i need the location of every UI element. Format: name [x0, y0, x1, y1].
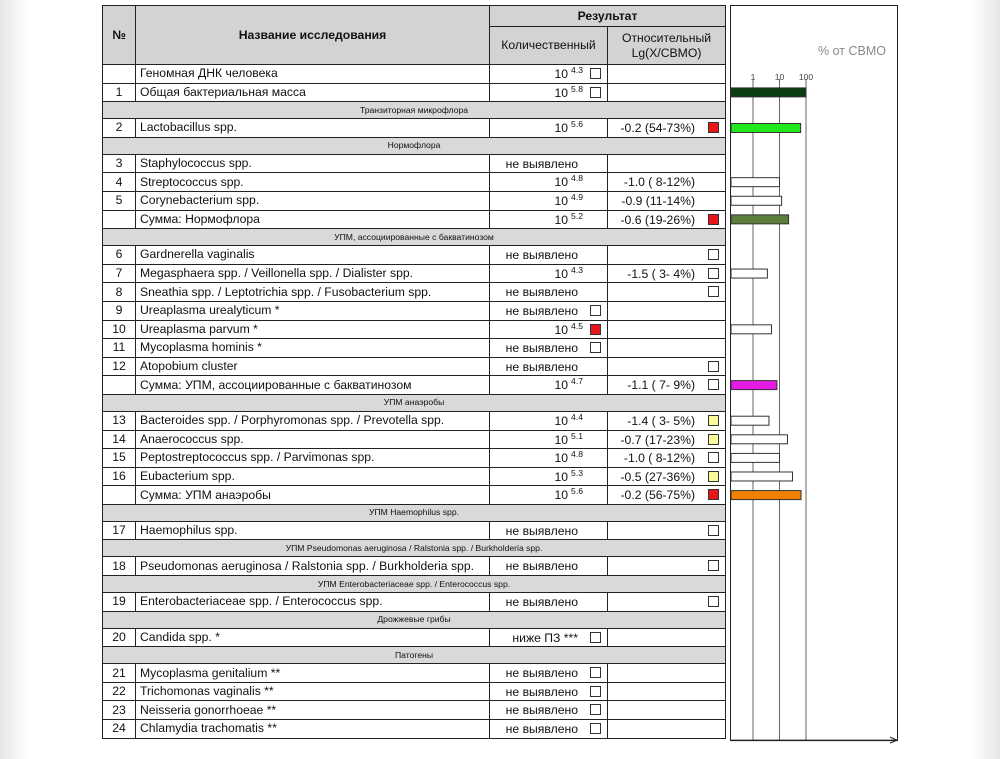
- row-number: 19: [103, 593, 136, 612]
- relative-cell: [608, 83, 726, 102]
- quantitative-base: 10: [554, 413, 569, 428]
- quantitative-exponent: 4.7: [571, 376, 583, 387]
- relative-cell: [608, 486, 726, 505]
- table-row: [103, 210, 726, 229]
- tick-label-1: 1: [750, 72, 756, 82]
- relative-cell: [608, 467, 726, 486]
- quantitative-value: [554, 451, 583, 467]
- section-label: Дрожжевые грибы: [103, 611, 726, 628]
- quantitative-box-empty: [590, 686, 601, 697]
- quantitative-cell: [490, 430, 608, 449]
- table-row: [103, 664, 726, 683]
- tick-label-10: 10: [774, 72, 785, 82]
- relative-value: -1.4 ( 3- 5%): [627, 413, 696, 428]
- quantitative-value: [554, 83, 583, 102]
- test-name: Haemophilus spp.: [136, 521, 490, 540]
- quantitative-box-empty: [590, 723, 601, 734]
- section-label: Патогены: [103, 647, 726, 664]
- relative-cell: [608, 301, 726, 320]
- table-row: [103, 430, 726, 449]
- quantitative-exponent: 5.1: [571, 430, 583, 441]
- table-row: [103, 557, 726, 576]
- test-name: Eubacterium spp.: [136, 467, 490, 486]
- chart-bar: [731, 178, 780, 187]
- chart-bar: [731, 472, 793, 481]
- table-row: [103, 593, 726, 612]
- relative-value: -1.0 ( 8-12%): [623, 451, 696, 466]
- quantitative-base: 10: [554, 193, 569, 208]
- section-row: [103, 504, 726, 521]
- table-row: [103, 246, 726, 265]
- quantitative-exponent: 5.6: [571, 486, 583, 497]
- relative-box-empty: [708, 596, 719, 607]
- quantitative-base: 10: [554, 175, 569, 190]
- relative-cell: [608, 411, 726, 430]
- test-name: Mycoplasma genitalium **: [136, 664, 490, 683]
- chart-bar: [731, 88, 806, 97]
- section-row: [103, 611, 726, 628]
- relative-box-empty: [708, 560, 719, 571]
- table-row: [103, 339, 726, 358]
- quantitative-box-empty: [590, 342, 601, 353]
- section-row: [103, 394, 726, 411]
- results-body: [103, 65, 726, 739]
- relative-box-red: [708, 122, 719, 133]
- test-name: Сумма: УПМ, ассоциированные с бакватинозом: [136, 376, 490, 395]
- relative-box-empty: [708, 249, 719, 260]
- row-number: 5: [103, 191, 136, 210]
- table-row: [103, 154, 726, 173]
- relative-cell: [608, 320, 726, 339]
- relative-cell: [608, 339, 726, 358]
- column-header-relative: Относительный Lg(X/СВМО): [608, 27, 726, 65]
- table-row: [103, 320, 726, 339]
- quantitative-base: 10: [554, 121, 569, 136]
- quantitative-base: 10: [554, 488, 569, 503]
- quantitative-box-empty: [590, 87, 601, 98]
- test-name: Bacteroides spp. / Porphyromonas spp. / Prevotella spp.: [136, 411, 490, 430]
- tick-label-100: 100: [798, 72, 814, 82]
- table-row: [103, 264, 726, 283]
- quantitative-box-empty: [590, 632, 601, 643]
- quantitative-text: не выявлено: [505, 684, 578, 699]
- quantitative-value: [554, 467, 583, 486]
- section-label: УПМ Pseudomonas aeruginosa / Ralstonia spp. / Burkholderia spp.: [103, 540, 726, 557]
- table-row: [103, 83, 726, 102]
- chart-bar: [731, 123, 801, 132]
- row-number: 16: [103, 467, 136, 486]
- quantitative-text: не выявлено: [505, 559, 578, 574]
- quantitative-value: [554, 210, 583, 229]
- relative-cell: [608, 701, 726, 720]
- column-header-quantitative: Количественный: [490, 27, 608, 65]
- chart-frame: [731, 6, 898, 741]
- quantitative-cell: [490, 173, 608, 192]
- quantitative-cell: [490, 664, 608, 683]
- quantitative-exponent: 5.2: [571, 210, 583, 221]
- table-row: [103, 486, 726, 505]
- row-number: [103, 486, 136, 505]
- relative-value: -0.2 (54-73%): [620, 121, 696, 136]
- quantitative-cell: [490, 65, 608, 84]
- results-table: [102, 5, 726, 739]
- quantitative-cell: [490, 320, 608, 339]
- chart-bar: [731, 491, 801, 500]
- relative-cell: [608, 593, 726, 612]
- section-row: [103, 540, 726, 557]
- relative-box-empty: [708, 361, 719, 372]
- quantitative-box-empty: [590, 68, 601, 79]
- relative-value: -0.6 (19-26%): [620, 212, 696, 227]
- chart-bar: [731, 325, 772, 334]
- row-number: 22: [103, 682, 136, 701]
- test-name: Геномная ДНК человека: [136, 65, 490, 84]
- chart-svg: [730, 5, 898, 759]
- quantitative-value: [554, 320, 583, 339]
- quantitative-cell: [490, 357, 608, 376]
- quantitative-text: не выявлено: [505, 303, 578, 318]
- row-number: [103, 65, 136, 84]
- relative-box-yellow: [708, 471, 719, 482]
- row-number: 8: [103, 283, 136, 302]
- table-row: [103, 720, 726, 739]
- test-name: Общая бактериальная масса: [136, 83, 490, 102]
- quantitative-cell: [490, 449, 608, 468]
- test-name: Neisseria gonorrhoeae **: [136, 701, 490, 720]
- quantitative-exponent: 5.3: [571, 467, 583, 478]
- table-row: [103, 283, 726, 302]
- chart-panel: [730, 5, 898, 759]
- quantitative-cell: [490, 720, 608, 739]
- quantitative-cell: [490, 339, 608, 358]
- table-row: [103, 191, 726, 210]
- quantitative-cell: [490, 301, 608, 320]
- test-name: Ureaplasma parvum *: [136, 320, 490, 339]
- relative-value: -1.5 ( 3- 4%): [627, 266, 696, 281]
- quantitative-text: не выявлено: [505, 341, 578, 356]
- row-number: 14: [103, 430, 136, 449]
- quantitative-value: [554, 488, 583, 504]
- row-number: 21: [103, 664, 136, 683]
- quantitative-cell: [490, 557, 608, 576]
- column-header-num: №: [103, 6, 136, 65]
- relative-cell: [608, 154, 726, 173]
- quantitative-exponent: 4.8: [571, 449, 583, 460]
- row-number: 6: [103, 246, 136, 265]
- relative-box-empty: [708, 268, 719, 279]
- quantitative-box-empty: [590, 305, 601, 316]
- test-name: Staphylococcus spp.: [136, 154, 490, 173]
- quantitative-cell: [490, 83, 608, 102]
- table-row: [103, 682, 726, 701]
- relative-cell: [608, 376, 726, 395]
- row-number: 15: [103, 449, 136, 468]
- relative-box-empty: [708, 286, 719, 297]
- quantitative-cell: [490, 701, 608, 720]
- quantitative-base: 10: [554, 266, 569, 281]
- chart-bar: [731, 196, 782, 205]
- test-name: Ureaplasma urealyticum *: [136, 301, 490, 320]
- table-row: [103, 119, 726, 138]
- quantitative-text: не выявлено: [505, 703, 578, 718]
- test-name: Atopobium cluster: [136, 357, 490, 376]
- quantitative-exponent: 5.6: [571, 119, 583, 130]
- test-name: Gardnerella vaginalis: [136, 246, 490, 265]
- row-number: 18: [103, 557, 136, 576]
- quantitative-exponent: 4.5: [571, 320, 583, 331]
- quantitative-text: не выявлено: [505, 359, 578, 374]
- table-row: [103, 65, 726, 84]
- relative-cell: [608, 173, 726, 192]
- relative-value: -1.0 ( 8-12%): [623, 175, 696, 190]
- chart-bar: [731, 381, 777, 390]
- row-number: 2: [103, 119, 136, 138]
- section-label: УПМ анаэробы: [103, 394, 726, 411]
- page-edge-left: [0, 0, 28, 759]
- relative-box-yellow: [708, 415, 719, 426]
- quantitative-box-empty: [590, 704, 601, 715]
- quantitative-cell: [490, 119, 608, 138]
- quantitative-value: [554, 264, 583, 283]
- section-row: [103, 137, 726, 154]
- quantitative-exponent: 4.4: [571, 411, 583, 422]
- test-name: Сумма: УПМ анаэробы: [136, 486, 490, 505]
- test-name: Сумма: Нормофлора: [136, 210, 490, 229]
- quantitative-cell: [490, 593, 608, 612]
- quantitative-text: не выявлено: [505, 595, 578, 610]
- test-name: Trichomonas vaginalis **: [136, 682, 490, 701]
- section-label: УПМ Haemophilus spp.: [103, 504, 726, 521]
- quantitative-cell: [490, 682, 608, 701]
- test-name: Pseudomonas aeruginosa / Ralstonia spp. / Burkholderia spp.: [136, 557, 490, 576]
- table-row: [103, 521, 726, 540]
- test-name: Lactobacillus spp.: [136, 119, 490, 138]
- chart-bar: [731, 416, 769, 425]
- relative-cell: [608, 682, 726, 701]
- section-row: [103, 647, 726, 664]
- column-header-name: Название исследования: [136, 6, 490, 65]
- relative-cell: [608, 65, 726, 84]
- relative-cell: [608, 191, 726, 210]
- test-name: Megasphaera spp. / Veillonella spp. / Dialister spp.: [136, 264, 490, 283]
- section-row: [103, 102, 726, 119]
- test-name: Mycoplasma hominis *: [136, 339, 490, 358]
- quantitative-cell: [490, 486, 608, 505]
- relative-value: -0.2 (56-75%): [620, 488, 696, 503]
- row-number: 3: [103, 154, 136, 173]
- quantitative-box-red: [590, 324, 601, 335]
- test-name: Corynebacterium spp.: [136, 191, 490, 210]
- quantitative-text: не выявлено: [505, 248, 578, 263]
- relative-cell: [608, 119, 726, 138]
- quantitative-value: [554, 378, 583, 394]
- quantitative-value: [554, 191, 583, 210]
- row-number: 9: [103, 301, 136, 320]
- quantitative-value: [554, 67, 583, 83]
- row-number: 12: [103, 357, 136, 376]
- quantitative-exponent: 4.3: [571, 65, 583, 75]
- row-number: 7: [103, 264, 136, 283]
- quantitative-box-empty: [590, 667, 601, 678]
- quantitative-exponent: 4.3: [571, 264, 583, 275]
- relative-box-empty: [708, 525, 719, 536]
- section-label: Нормофлора: [103, 137, 726, 154]
- quantitative-base: 10: [554, 322, 569, 337]
- relative-cell: [608, 664, 726, 683]
- quantitative-cell: [490, 376, 608, 395]
- quantitative-cell: [490, 264, 608, 283]
- quantitative-base: 10: [554, 451, 569, 466]
- section-label: УПМ Enterobacteriaceae spp. / Enterococcus spp.: [103, 576, 726, 593]
- quantitative-base: 10: [554, 378, 569, 393]
- chart-bar: [731, 215, 789, 224]
- quantitative-cell: [490, 411, 608, 430]
- row-number: 13: [103, 411, 136, 430]
- quantitative-value: [554, 411, 583, 430]
- quantitative-value: [554, 121, 583, 137]
- relative-value: -0.9 (11-14%): [621, 193, 696, 208]
- quantitative-base: 10: [554, 469, 569, 484]
- table-row: [103, 628, 726, 647]
- quantitative-cell: [490, 521, 608, 540]
- table-row: [103, 449, 726, 468]
- relative-box-empty: [708, 379, 719, 390]
- quantitative-base: 10: [554, 67, 569, 81]
- table-row: [103, 301, 726, 320]
- relative-cell: [608, 521, 726, 540]
- page-edge-right: [972, 0, 1000, 759]
- row-number: 11: [103, 339, 136, 358]
- relative-cell: [608, 246, 726, 265]
- quantitative-value: [554, 430, 583, 449]
- quantitative-exponent: 4.8: [571, 173, 583, 184]
- row-number: 17: [103, 521, 136, 540]
- relative-cell: [608, 357, 726, 376]
- quantitative-text: не выявлено: [505, 156, 578, 171]
- relative-cell: [608, 430, 726, 449]
- chart-bar: [731, 435, 787, 444]
- relative-cell: [608, 449, 726, 468]
- column-header-result: Результат: [490, 6, 726, 27]
- quantitative-cell: [490, 210, 608, 229]
- quantitative-value: [554, 175, 583, 191]
- table-row: [103, 357, 726, 376]
- chart-bar: [731, 269, 767, 278]
- chart-title: % от СВМО: [818, 44, 886, 58]
- relative-cell: [608, 557, 726, 576]
- test-name: Candida spp. *: [136, 628, 490, 647]
- quantitative-text: не выявлено: [505, 285, 578, 300]
- relative-value: -0.5 (27-36%): [620, 469, 696, 484]
- quantitative-exponent: 5.8: [571, 83, 583, 94]
- quantitative-cell: [490, 628, 608, 647]
- relative-cell: [608, 264, 726, 283]
- test-name: Streptococcus spp.: [136, 173, 490, 192]
- quantitative-text: не выявлено: [505, 666, 578, 681]
- test-name: Sneathia spp. / Leptotrichia spp. / Fusobacterium spp.: [136, 283, 490, 302]
- quantitative-cell: [490, 467, 608, 486]
- section-row: [103, 576, 726, 593]
- row-number: [103, 376, 136, 395]
- relative-value: -1.1 ( 7- 9%): [627, 378, 696, 393]
- relative-cell: [608, 628, 726, 647]
- test-name: Peptostreptococcus spp. / Parvimonas spp.: [136, 449, 490, 468]
- row-number: 20: [103, 628, 136, 647]
- relative-cell: [608, 210, 726, 229]
- section-row: [103, 229, 726, 246]
- relative-box-empty: [708, 452, 719, 463]
- table-row: [103, 376, 726, 395]
- row-number: 23: [103, 701, 136, 720]
- quantitative-text: ниже ПЗ ***: [512, 630, 578, 645]
- row-number: 24: [103, 720, 136, 739]
- relative-value: -0.7 (17-23%): [620, 432, 696, 447]
- quantitative-base: 10: [554, 212, 569, 227]
- quantitative-exponent: 4.9: [571, 191, 583, 202]
- relative-cell: [608, 283, 726, 302]
- quantitative-text: не выявлено: [505, 722, 578, 737]
- section-label: Транзиторная микрофлора: [103, 102, 726, 119]
- test-name: Chlamydia trachomatis **: [136, 720, 490, 739]
- relative-box-red: [708, 214, 719, 225]
- quantitative-cell: [490, 154, 608, 173]
- test-name: Enterobacteriaceae spp. / Enterococcus spp.: [136, 593, 490, 612]
- chart-bar: [731, 453, 780, 462]
- quantitative-text: не выявлено: [505, 523, 578, 538]
- quantitative-base: 10: [554, 85, 569, 100]
- relative-box-red: [708, 489, 719, 500]
- table-row: [103, 411, 726, 430]
- row-number: [103, 210, 136, 229]
- quantitative-base: 10: [554, 432, 569, 447]
- quantitative-cell: [490, 283, 608, 302]
- table-row: [103, 173, 726, 192]
- quantitative-cell: [490, 191, 608, 210]
- section-label: УПМ, ассоциированные с бакватинозом: [103, 229, 726, 246]
- relative-box-yellow: [708, 434, 719, 445]
- row-number: 4: [103, 173, 136, 192]
- quantitative-cell: [490, 246, 608, 265]
- table-row: [103, 467, 726, 486]
- table-row: [103, 701, 726, 720]
- relative-cell: [608, 720, 726, 739]
- row-number: 1: [103, 83, 136, 102]
- test-name: Anaerococcus spp.: [136, 430, 490, 449]
- row-number: 10: [103, 320, 136, 339]
